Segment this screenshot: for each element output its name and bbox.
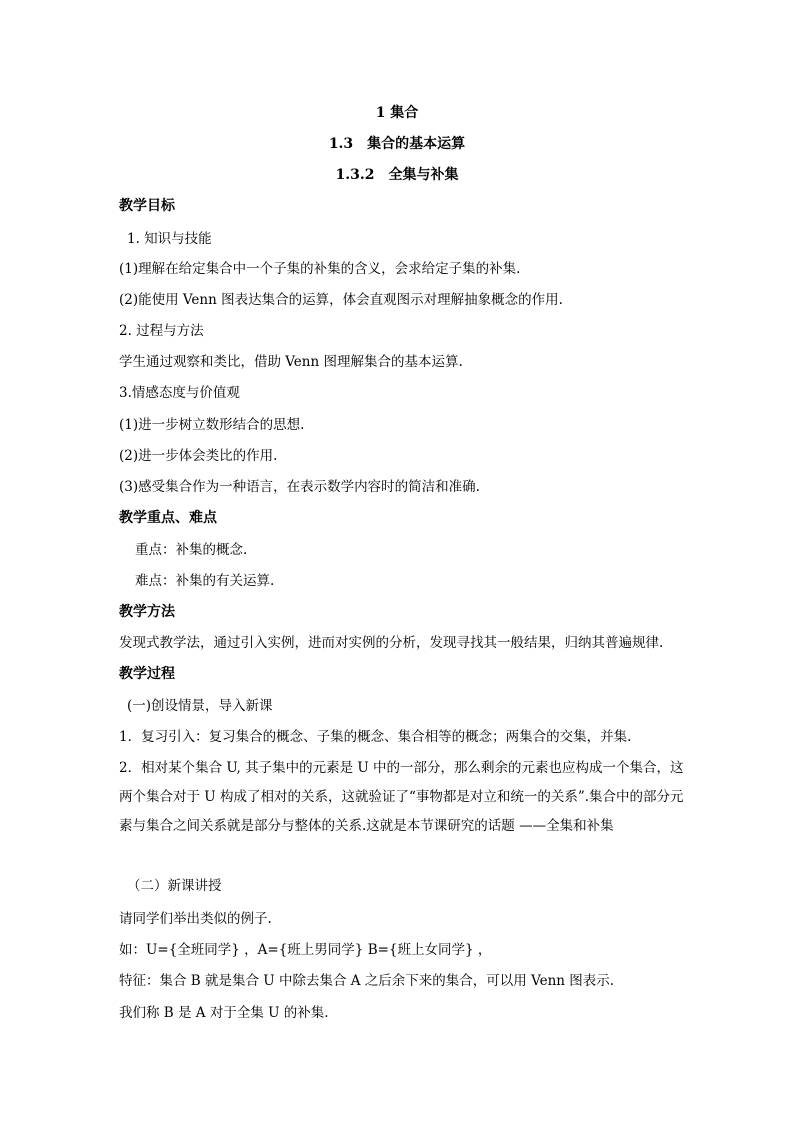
- objectives-heading: 教学目标: [119, 198, 175, 214]
- example-line: 如：U={全班同学} ，A={班上男同学} B={班上女同学} ，: [119, 942, 492, 958]
- part1-label: (一)创设情景，导入新课: [127, 698, 273, 714]
- part2-label: （二）新课讲授: [127, 878, 222, 894]
- section-title: 1.3 集合的基本运算: [328, 136, 466, 152]
- chapter-title: 1 集合: [375, 105, 419, 121]
- subsection-title: 1.3.2 全集与补集: [335, 167, 459, 183]
- attitude-label: 3.情感态度与价值观: [119, 385, 240, 401]
- attitude-item-2: (2)进一步体会类比的作用.: [119, 448, 278, 464]
- attitude-item-1: (1)进一步树立数形结合的思想.: [119, 417, 305, 433]
- process-item-2: 2．相对某个集合 U, 其子集中的元素是 U 中的一部分，那么剩余的元素也应构成一个集合，这两个集合对于 U 构成了相对的关系，这就验证了“事物都是对立和统一的关系”.集合中的部分元素与集合之间关系就是部分与整体的关系.这就是本节课研究的话题 ——全集和补集: [119, 760, 684, 834]
- process-item-1: 1．复习引入：复习集合的概念、子集的概念、集合相等的概念；两集合的交集，并集.: [119, 729, 632, 745]
- knowledge-item-1: (1)理解在给定集合中一个子集的补集的含义，会求给定子集的补集.: [119, 261, 521, 277]
- method-heading: 教学方法: [119, 604, 175, 620]
- process-heading: 教学过程: [119, 666, 175, 682]
- ask-examples: 请同学们举出类似的例子.: [119, 911, 272, 927]
- key-difficulty: 难点：补集的有关运算.: [135, 573, 275, 589]
- feature-line: 特征：集合 B 就是集合 U 中除去集合 A 之后余下来的集合，可以用 Venn 图表示.: [119, 973, 615, 989]
- knowledge-item-2: (2)能使用 Venn 图表达集合的运算，体会直观图示对理解抽象概念的作用.: [119, 292, 563, 308]
- key-focus: 重点：补集的概念.: [135, 542, 248, 558]
- method-text: 发现式教学法，通过引入实例，进而对实例的分析，发现寻找其一般结果，归纳其普遍规律.: [119, 635, 664, 651]
- process-label: 2. 过程与方法: [119, 323, 204, 339]
- knowledge-label: 1. 知识与技能: [127, 231, 212, 247]
- definition-line: 我们称 B 是 A 对于全集 U 的补集.: [119, 1005, 329, 1021]
- attitude-item-3: (3)感受集合作为一种语言，在表示数学内容时的简洁和准确.: [119, 479, 480, 495]
- process-text: 学生通过观察和类比，借助 Venn 图理解集合的基本运算.: [119, 354, 463, 370]
- key-points-heading: 教学重点、难点: [119, 510, 217, 526]
